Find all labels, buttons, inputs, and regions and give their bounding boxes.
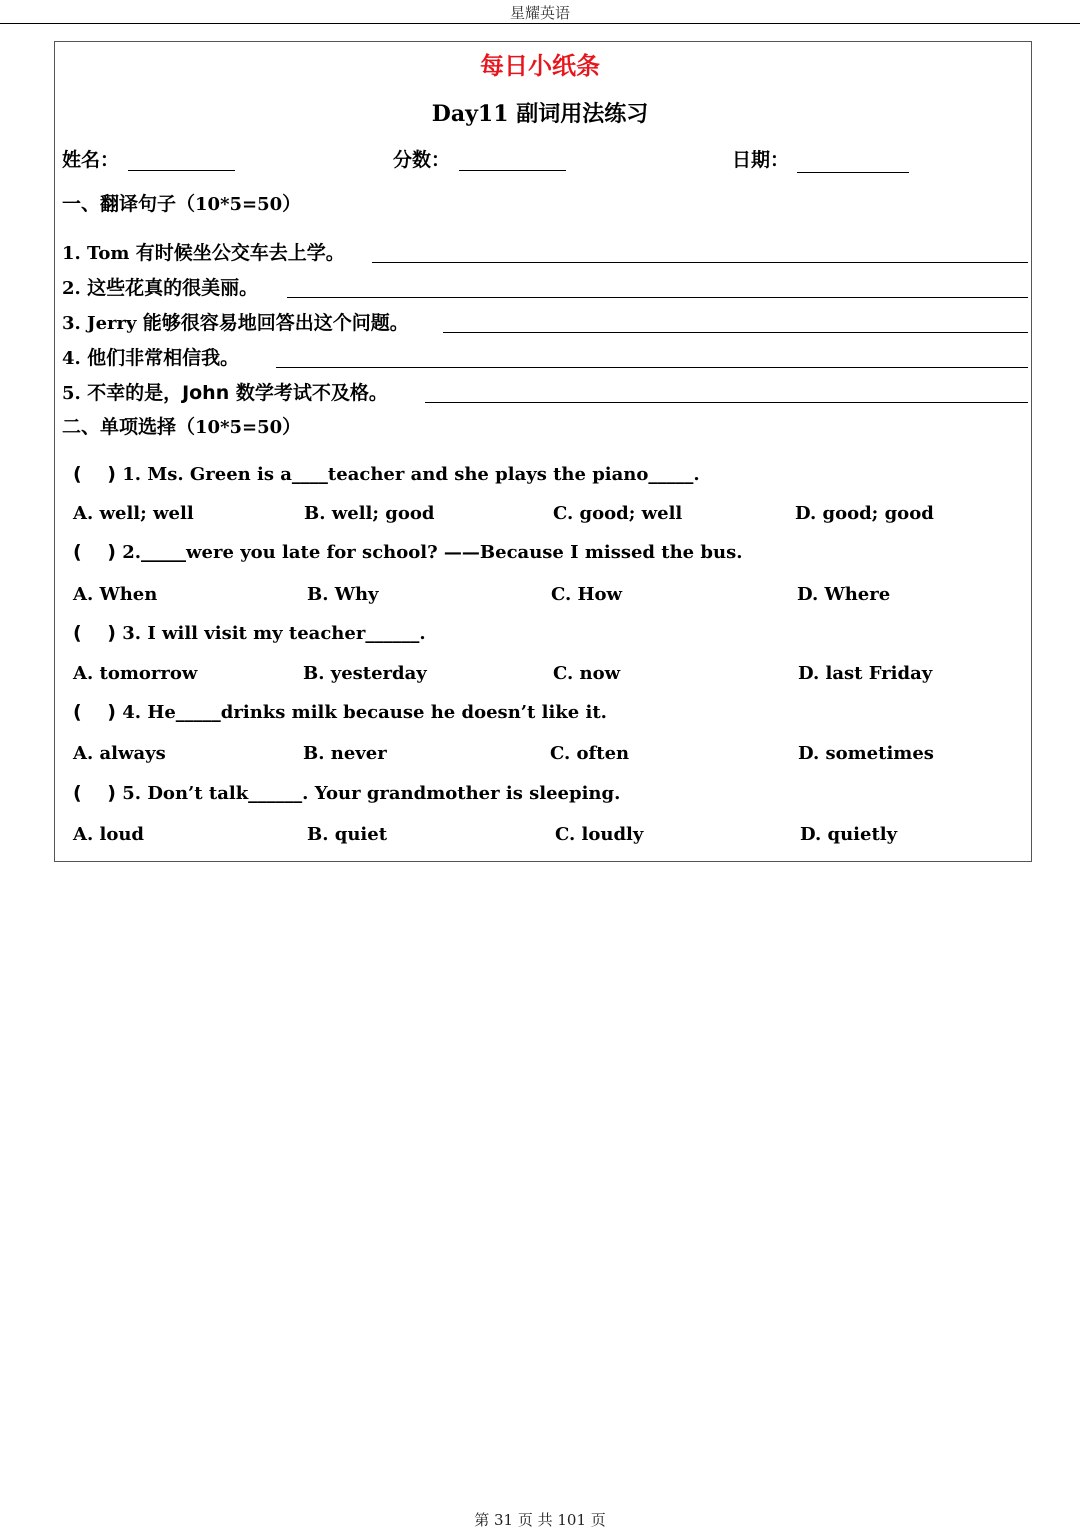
option-d: D. last Friday — [798, 663, 933, 684]
section-choice-title: 二、单项选择（10*5=50） — [62, 416, 302, 438]
worksheet-title: 每日小纸条 — [480, 52, 600, 80]
option-d: D. sometimes — [798, 743, 934, 764]
answer-line-3[interactable] — [443, 332, 1028, 333]
option-c: C. loudly — [555, 824, 644, 845]
page-header: 星耀英语 — [509, 4, 570, 22]
page-number: 第 31 页 共 101 页 — [474, 1511, 606, 1529]
option-c: C. How — [551, 584, 623, 605]
answer-paren[interactable]: ( ) — [73, 541, 116, 563]
translate-item-4: 4. 他们非常相信我。 — [62, 347, 240, 369]
option-a: A. loud — [73, 824, 145, 845]
header-divider — [0, 23, 1080, 24]
option-c: C. good; well — [553, 503, 683, 524]
option-c: C. now — [553, 663, 621, 684]
name-field[interactable] — [128, 170, 235, 171]
option-a: A. When — [73, 584, 158, 605]
question-4: ( ) 4. He_____drinks milk because he doesn’t like it. — [73, 701, 607, 723]
question-3: ( ) 3. I will visit my teacher______. — [73, 622, 426, 644]
option-a: A. well; well — [73, 503, 194, 524]
answer-line-4[interactable] — [276, 367, 1028, 368]
worksheet-frame — [54, 41, 1032, 862]
option-b: B. quiet — [307, 824, 388, 845]
option-b: B. well; good — [304, 503, 435, 524]
option-b: B. yesterday — [303, 663, 427, 684]
question-2: ( ) 2._____were you late for school? ——Because I missed the bus. — [73, 541, 743, 563]
section-translate-title: 一、翻译句子（10*5=50） — [62, 193, 302, 215]
option-a: A. tomorrow — [73, 663, 198, 684]
translate-item-2: 2. 这些花真的很美丽。 — [62, 277, 259, 299]
answer-paren[interactable]: ( ) — [73, 782, 116, 804]
translate-item-5: 5. 不幸的是，John 数学考试不及格。 — [62, 382, 388, 404]
option-b: B. Why — [307, 584, 379, 605]
answer-line-5[interactable] — [425, 402, 1028, 403]
answer-line-1[interactable] — [372, 262, 1028, 263]
translate-item-1: 1. Tom 有时候坐公交车去上学。 — [62, 242, 345, 264]
option-c: C. often — [550, 743, 630, 764]
name-label: 姓名： — [62, 149, 120, 171]
answer-paren[interactable]: ( ) — [73, 701, 116, 723]
score-label: 分数： — [393, 149, 451, 171]
option-d: D. good; good — [795, 503, 934, 524]
question-5: ( ) 5. Don’t talk______. Your grandmother is sleeping. — [73, 782, 621, 804]
option-a: A. always — [73, 743, 166, 764]
date-label: 日期： — [732, 149, 790, 171]
option-d: D. quietly — [800, 824, 898, 845]
option-d: D. Where — [797, 584, 891, 605]
question-1: ( ) 1. Ms. Green is a____teacher and she plays the piano_____. — [73, 463, 700, 485]
date-field[interactable] — [797, 172, 909, 173]
answer-paren[interactable]: ( ) — [73, 622, 116, 644]
translate-item-3: 3. Jerry 能够很容易地回答出这个问题。 — [62, 312, 409, 334]
option-b: B. never — [303, 743, 387, 764]
worksheet-subtitle: Day11 副词用法练习 — [431, 101, 649, 127]
answer-line-2[interactable] — [287, 297, 1028, 298]
answer-paren[interactable]: ( ) — [73, 463, 116, 485]
score-field[interactable] — [459, 170, 566, 171]
